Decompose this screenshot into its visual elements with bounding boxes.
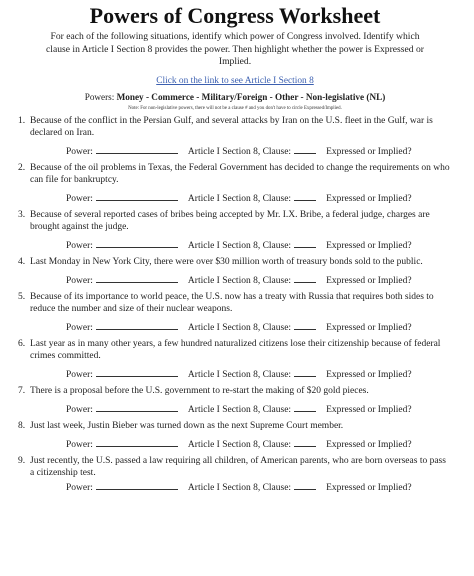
question-item [18,115,452,158]
clause-blank[interactable] [294,403,316,412]
power-label: Power: [66,439,93,450]
expressed-implied-choice[interactable]: Expressed or Implied? [326,439,412,450]
answer-row [66,438,452,451]
powers-prefix: Powers: [84,91,117,102]
question-item [18,209,452,252]
question-body: Because of several reported cases of bribes being accepted by Mr. I.X. Bribe, a federal judge, charges are brought against the judge. [30,209,430,232]
power-blank[interactable] [96,368,178,377]
clause-blank[interactable] [294,481,316,490]
power-label: Power: [66,322,93,333]
powers-list: Money - Commerce - Military/Foreign - Other - Non-legislative (NL) [116,91,386,102]
power-blank[interactable] [96,481,178,490]
question-item [18,455,452,494]
question-item [18,291,452,334]
answer-row [66,192,452,205]
question-text [18,291,452,315]
clause-label: Article I Section 8, Clause: [187,146,292,157]
question-body: Last Monday in New York City, there were over $30 million worth of treasury bonds sold to the public. [30,256,423,267]
question-item [18,338,452,381]
answer-row [66,274,452,287]
clause-label: Article I Section 8, Clause: [187,275,292,286]
power-label: Power: [66,240,93,251]
question-body: Last year as in many other years, a few hundred naturalized citizens lose their citizenship because of federal crimes committed. [30,338,441,361]
clause-blank[interactable] [294,145,316,154]
page-title: Powers of Congress Worksheet [89,3,381,28]
expressed-implied-choice[interactable]: Expressed or Implied? [326,240,412,251]
question-number: 2. [18,162,26,173]
clause-label: Article I Section 8, Clause: [187,439,292,450]
expressed-implied-choice[interactable]: Expressed or Implied? [326,322,412,333]
question-text [18,209,452,233]
question-number: 9. [18,455,26,466]
power-label: Power: [66,369,93,380]
power-label: Power: [66,482,93,493]
answer-row [66,403,452,416]
question-item [18,162,452,205]
clause-label: Article I Section 8, Clause: [187,240,292,251]
question-text [18,385,452,397]
clause-label: Article I Section 8, Clause: [187,482,292,493]
question-text [18,115,452,139]
question-number: 8. [18,420,26,431]
expressed-implied-choice[interactable]: Expressed or Implied? [326,193,412,204]
question-item [18,420,452,451]
expressed-implied-choice[interactable]: Expressed or Implied? [326,275,412,286]
question-text [18,338,452,362]
question-item [18,256,452,287]
answer-row [66,481,452,494]
clause-blank[interactable] [294,239,316,248]
clause-blank[interactable] [294,192,316,201]
power-label: Power: [66,193,93,204]
instructions: For each of the following situations, identify which power of Congress involved. Identify which clause in Article I Section 8 provides the power. Then highlight whether the power is Expressed or Implied. [46,31,424,67]
power-blank[interactable] [96,438,178,447]
clause-label: Article I Section 8, Clause: [187,369,292,380]
note-text: Note: For non-legislative powers, there will not be a clause # and you don't have to circle Expressed/Implied. [128,105,342,111]
clause-label: Article I Section 8, Clause: [187,193,292,204]
question-number: 6. [18,338,26,349]
question-text [18,420,452,432]
question-number: 1. [18,115,26,126]
question-body: Just last week, Justin Bieber was turned down as the next Supreme Court member. [30,420,344,431]
power-blank[interactable] [96,321,178,330]
clause-label: Article I Section 8, Clause: [187,322,292,333]
clause-blank[interactable] [294,321,316,330]
question-item [18,385,452,416]
answer-row [66,239,452,252]
question-body: Just recently, the U.S. passed a law requiring all children, of American parents, who are born overseas to pass a citizenship test. [30,455,446,478]
expressed-implied-choice[interactable]: Expressed or Implied? [326,404,412,415]
answer-row [66,368,452,381]
question-body: Because of the conflict in the Persian Gulf, and several attacks by Iran on the U.S. fleet in the Gulf, war is declared on Iran. [30,115,433,138]
expressed-implied-choice[interactable]: Expressed or Implied? [326,146,412,157]
question-text [18,256,452,268]
power-blank[interactable] [96,274,178,283]
question-text [18,162,452,186]
question-body: There is a proposal before the U.S. government to re-start the making of $20 gold pieces. [30,385,369,396]
clause-blank[interactable] [294,274,316,283]
question-text [18,455,452,479]
question-body: Because of its importance to world peace, the U.S. now has a treaty with Russia that requires both sides to reduce the number and size of their nuclear weapons. [30,291,434,314]
power-label: Power: [66,275,93,286]
question-number: 5. [18,291,26,302]
question-number: 3. [18,209,26,220]
question-list [18,115,452,494]
expressed-implied-choice[interactable]: Expressed or Implied? [326,482,412,493]
question-number: 7. [18,385,26,396]
clause-blank[interactable] [294,368,316,377]
clause-label: Article I Section 8, Clause: [187,404,292,415]
power-label: Power: [66,146,93,157]
expressed-implied-choice[interactable]: Expressed or Implied? [326,369,412,380]
power-blank[interactable] [96,239,178,248]
question-body: Because of the oil problems in Texas, the Federal Government has decided to change the requirements on who can file for bankruptcy. [30,162,450,185]
power-blank[interactable] [96,145,178,154]
article-link[interactable]: Click on the link to see Article I Section 8 [156,75,314,86]
answer-row [66,145,452,158]
powers-legend [18,92,452,102]
power-blank[interactable] [96,403,178,412]
power-blank[interactable] [96,192,178,201]
answer-row [66,321,452,334]
power-label: Power: [66,404,93,415]
clause-blank[interactable] [294,438,316,447]
question-number: 4. [18,256,26,267]
